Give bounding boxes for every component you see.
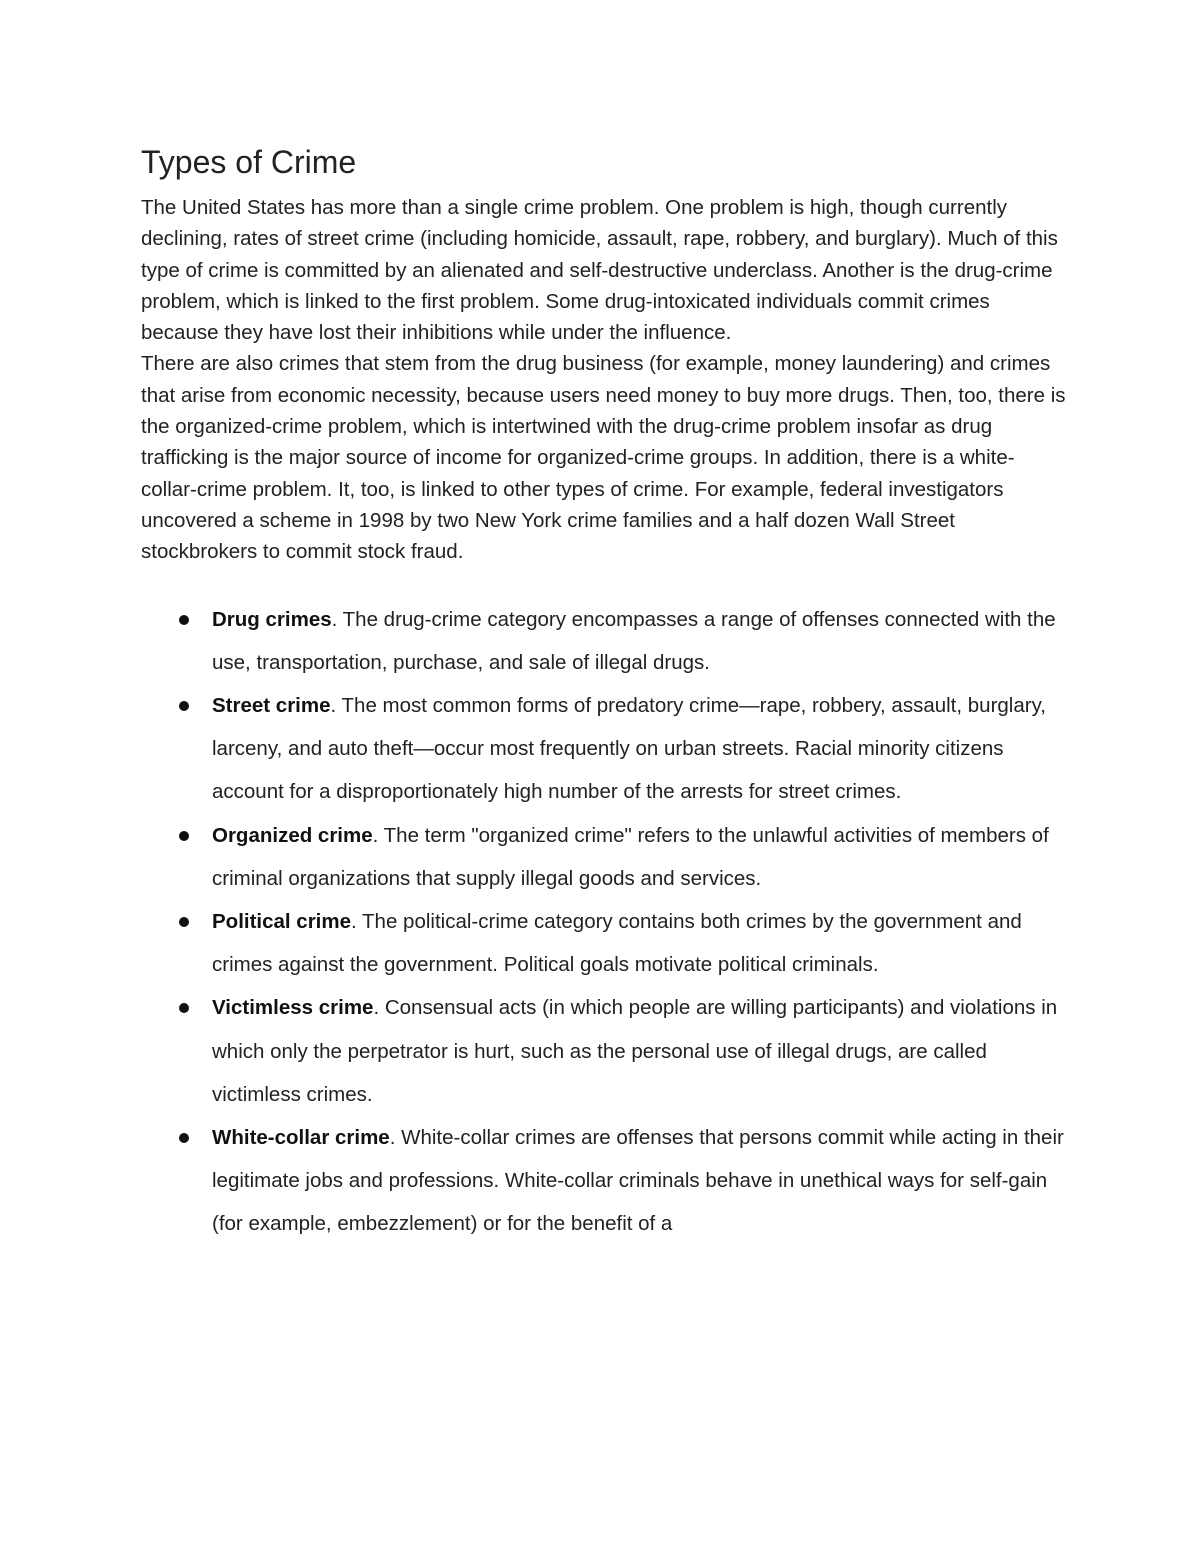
crime-term: Street crime bbox=[212, 693, 331, 717]
crime-description: . The political-crime category contains both crimes by the government and crimes against the government. Political goals motivate political criminals. bbox=[212, 909, 1022, 977]
crime-description: . The term "organized crime" refers to the unlawful activities of members of criminal organizations that supply illegal goods and services. bbox=[212, 823, 1049, 890]
intro-paragraph: There are also crimes that stem from the drug business (for example, money laundering) and crimes that arise from economic necessity, because users need money to buy more drugs. Then, too, there is the organized-crime problem, which is intertwined with the drug-crime problem insofar as drug trafficking is the major source of income for organized-crime groups. In addition, there is a white-collar-crime problem. It, too, is linked to other types of crime. For example, federal investigators uncovered a scheme in 1998 by two New York crime families and a half dozen Wall Street stockbrokers to commit stock fraud. bbox=[141, 352, 1066, 564]
list-item bbox=[141, 986, 1066, 1116]
crime-term: Organized crime bbox=[212, 823, 373, 847]
bullet-icon bbox=[179, 615, 189, 625]
crime-term: Victimless crime bbox=[212, 996, 374, 1020]
bullet-icon bbox=[179, 917, 189, 927]
bullet-icon bbox=[179, 701, 189, 711]
list-item bbox=[141, 1116, 1066, 1246]
crime-term: White-collar crime bbox=[212, 1126, 390, 1149]
crime-description: . Consensual acts (in which people are willing participants) and violations in which only the perpetrator is hurt, such as the personal use of illegal drugs, are called victimless crimes. bbox=[212, 996, 1058, 1106]
list-item bbox=[141, 900, 1066, 986]
list-item bbox=[141, 598, 1066, 684]
crime-types-list bbox=[141, 598, 1066, 1246]
crime-term: Political crime bbox=[212, 909, 352, 933]
crime-description: . White-collar crimes are offenses that persons commit while acting in their legitimate jobs and professions. White-collar criminals behave in unethical ways for self-gain (for example, embezzlement) or for the benefit of a bbox=[212, 1126, 1064, 1236]
list-item bbox=[141, 684, 1066, 814]
intro-paragraph: The United States has more than a single crime problem. One problem is high, though currently declining, rates of street crime (including homicide, assault, rape, robbery, and burglary). Much of this type of crime is committed by an alienated and self-destructive underclass. Another is the drug-crime problem, which is linked to the first problem. Some drug-intoxicated individuals commit crimes because they have lost their inhibitions while under the influence. bbox=[141, 196, 1058, 345]
crime-description: . The drug-crime category encompasses a range of offenses connected with the use, transportation, purchase, and sale of illegal drugs. bbox=[212, 607, 1056, 674]
list-item bbox=[141, 814, 1066, 900]
bullet-icon bbox=[179, 1003, 189, 1013]
crime-description: . The most common forms of predatory crime—rape, robbery, assault, burglary, larceny, and auto theft—occur most frequently on urban streets. Racial minority citizens account for a disproportionately high number of the arrests for street crimes. bbox=[212, 693, 1047, 804]
bullet-icon bbox=[179, 1133, 189, 1143]
crime-term: Drug crimes bbox=[212, 607, 332, 631]
document-page bbox=[141, 140, 1066, 1246]
page-title: Types of Crime bbox=[141, 144, 357, 180]
bullet-icon bbox=[179, 831, 189, 841]
